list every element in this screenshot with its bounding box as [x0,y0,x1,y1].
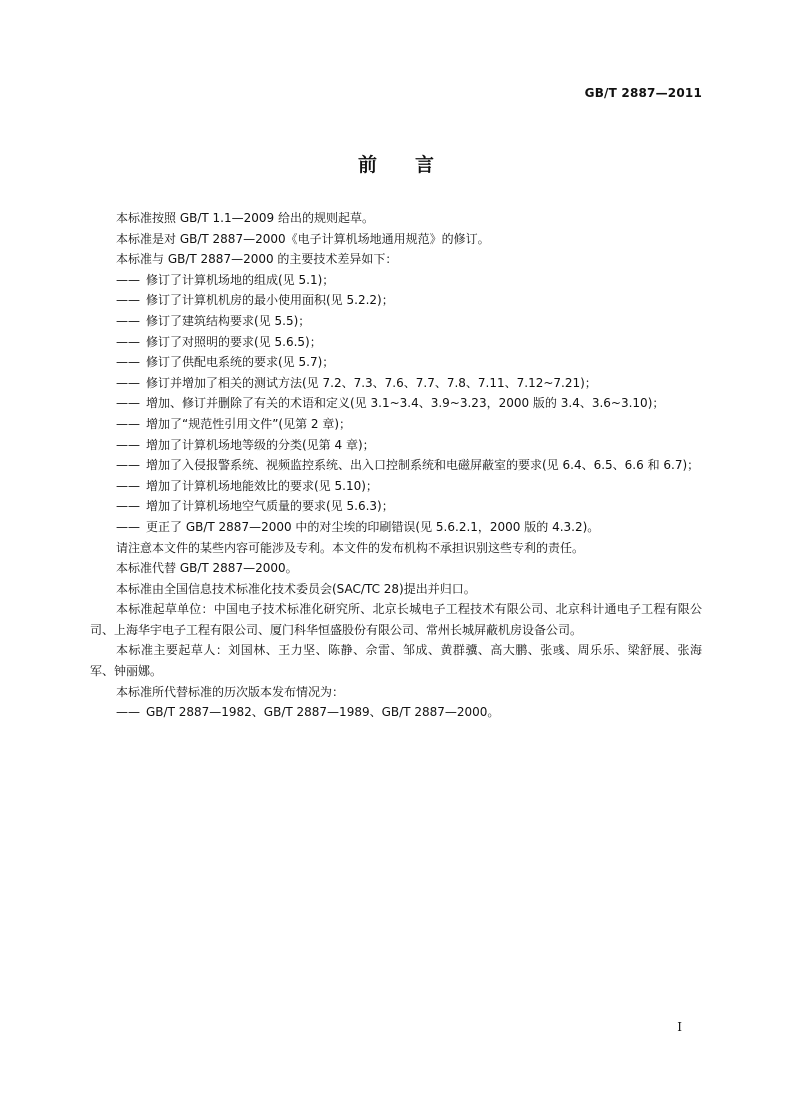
change-text: 修订了建筑结构要求(见 5.5)； [146,313,311,328]
dash-mark: —— [116,519,140,534]
change-text: 修订了计算机机房的最小使用面积(见 5.2.2)； [146,293,394,308]
body-paragraph: 本标准起草单位：中国电子技术标准化研究所、北京长城电子工程技术有限公司、北京科计通电子工程有限公司、上海华宇电子工程有限公司、厦门科华恒盛股份有限公司、常州长城屏蔽机房设备公司。 [90,602,702,637]
dash-mark: —— [116,334,140,349]
intro-paragraph: 本标准按照 GB/T 1.1—2009 给出的规则起草。 [116,211,374,225]
change-item [90,393,702,414]
change-text: 增加、修订并删除了有关的术语和定义(见 3.1~3.4、3.9~3.23，2000 版的 3.4、3.6~3.10)； [146,396,665,411]
dash-mark: —— [116,478,140,493]
page-title: 前言 [357,154,472,176]
body-paragraph: 本标准由全国信息技术标准化技术委员会(SAC/TC 28)提出并归口。 [116,581,476,596]
change-text: 增加了入侵报警系统、视频监控系统、出入口控制系统和电磁屏蔽室的要求(见 6.4、6.5、6.6 和 6.7)； [146,458,700,473]
dash-mark: —— [116,396,140,411]
change-item [90,435,702,456]
change-text: 增加了“规范性引用文件”(见第 2 章)； [146,416,352,431]
history-text: GB/T 2887—1982、GB/T 2887—1989、GB/T 2887—2000。 [146,705,500,720]
dash-mark: —— [116,458,140,473]
change-item [90,311,702,332]
intro-paragraph: 本标准与 GB/T 2887—2000 的主要技术差异如下： [116,252,398,267]
change-text: 增加了计算机场地能效比的要求(见 5.10)； [146,478,378,493]
change-item [90,290,702,311]
change-item [90,414,702,435]
change-item [90,270,702,291]
change-item [90,332,702,353]
body-paragraph: 本标准所代替标准的历次版本发布情况为： [116,684,345,699]
dash-mark: —— [116,272,140,287]
change-item [90,517,702,538]
history-item [90,702,702,723]
body-paragraph: 请注意本文件的某些内容可能涉及专利。本文件的发布机构不承担识别这些专利的责任。 [116,540,585,555]
change-item [90,476,702,497]
change-text: 修订了计算机场地的组成(见 5.1)； [146,272,335,287]
body-paragraph: 本标准主要起草人：刘国林、王力坚、陈静、佘雷、邹成、黄群骥、高大鹏、张彧、周乐乐、梁舒展、张海军、钟丽娜。 [90,643,702,679]
dash-mark: —— [116,437,140,452]
change-text: 修订了对照明的要求(见 5.6.5)； [146,334,322,349]
page-number: I [677,1020,682,1034]
change-text: 更正了 GB/T 2887—2000 中的对尘埃的印刷错误(见 5.6.2.1，2000 版的 4.3.2)。 [146,519,600,534]
change-item [90,373,702,394]
dash-mark: —— [116,313,140,328]
change-item [90,352,702,373]
dash-mark: —— [116,355,140,370]
change-text: 修订了供配电系统的要求(见 5.7)； [146,355,335,370]
standard-number: GB/T 2887—2011 [584,86,702,100]
dash-mark: —— [116,293,140,308]
dash-mark: —— [116,499,140,514]
intro-paragraph: 本标准是对 GB/T 2887—2000《电子计算机场地通用规范》的修订。 [116,231,490,246]
document-body [90,208,702,723]
change-item [90,496,702,517]
change-item [90,455,702,476]
dash-mark: —— [116,416,140,431]
body-paragraph: 本标准代替 GB/T 2887—2000。 [116,561,298,576]
change-text: 增加了计算机场地空气质量的要求(见 5.6.3)； [146,499,394,514]
change-text: 修订并增加了相关的测试方法(见 7.2、7.3、7.6、7.7、7.8、7.11、7.12~7.21)； [146,375,597,390]
dash-mark: —— [116,375,140,390]
dash-mark: —— [116,705,140,720]
change-text: 增加了计算机场地等级的分类(见第 4 章)； [146,437,375,452]
